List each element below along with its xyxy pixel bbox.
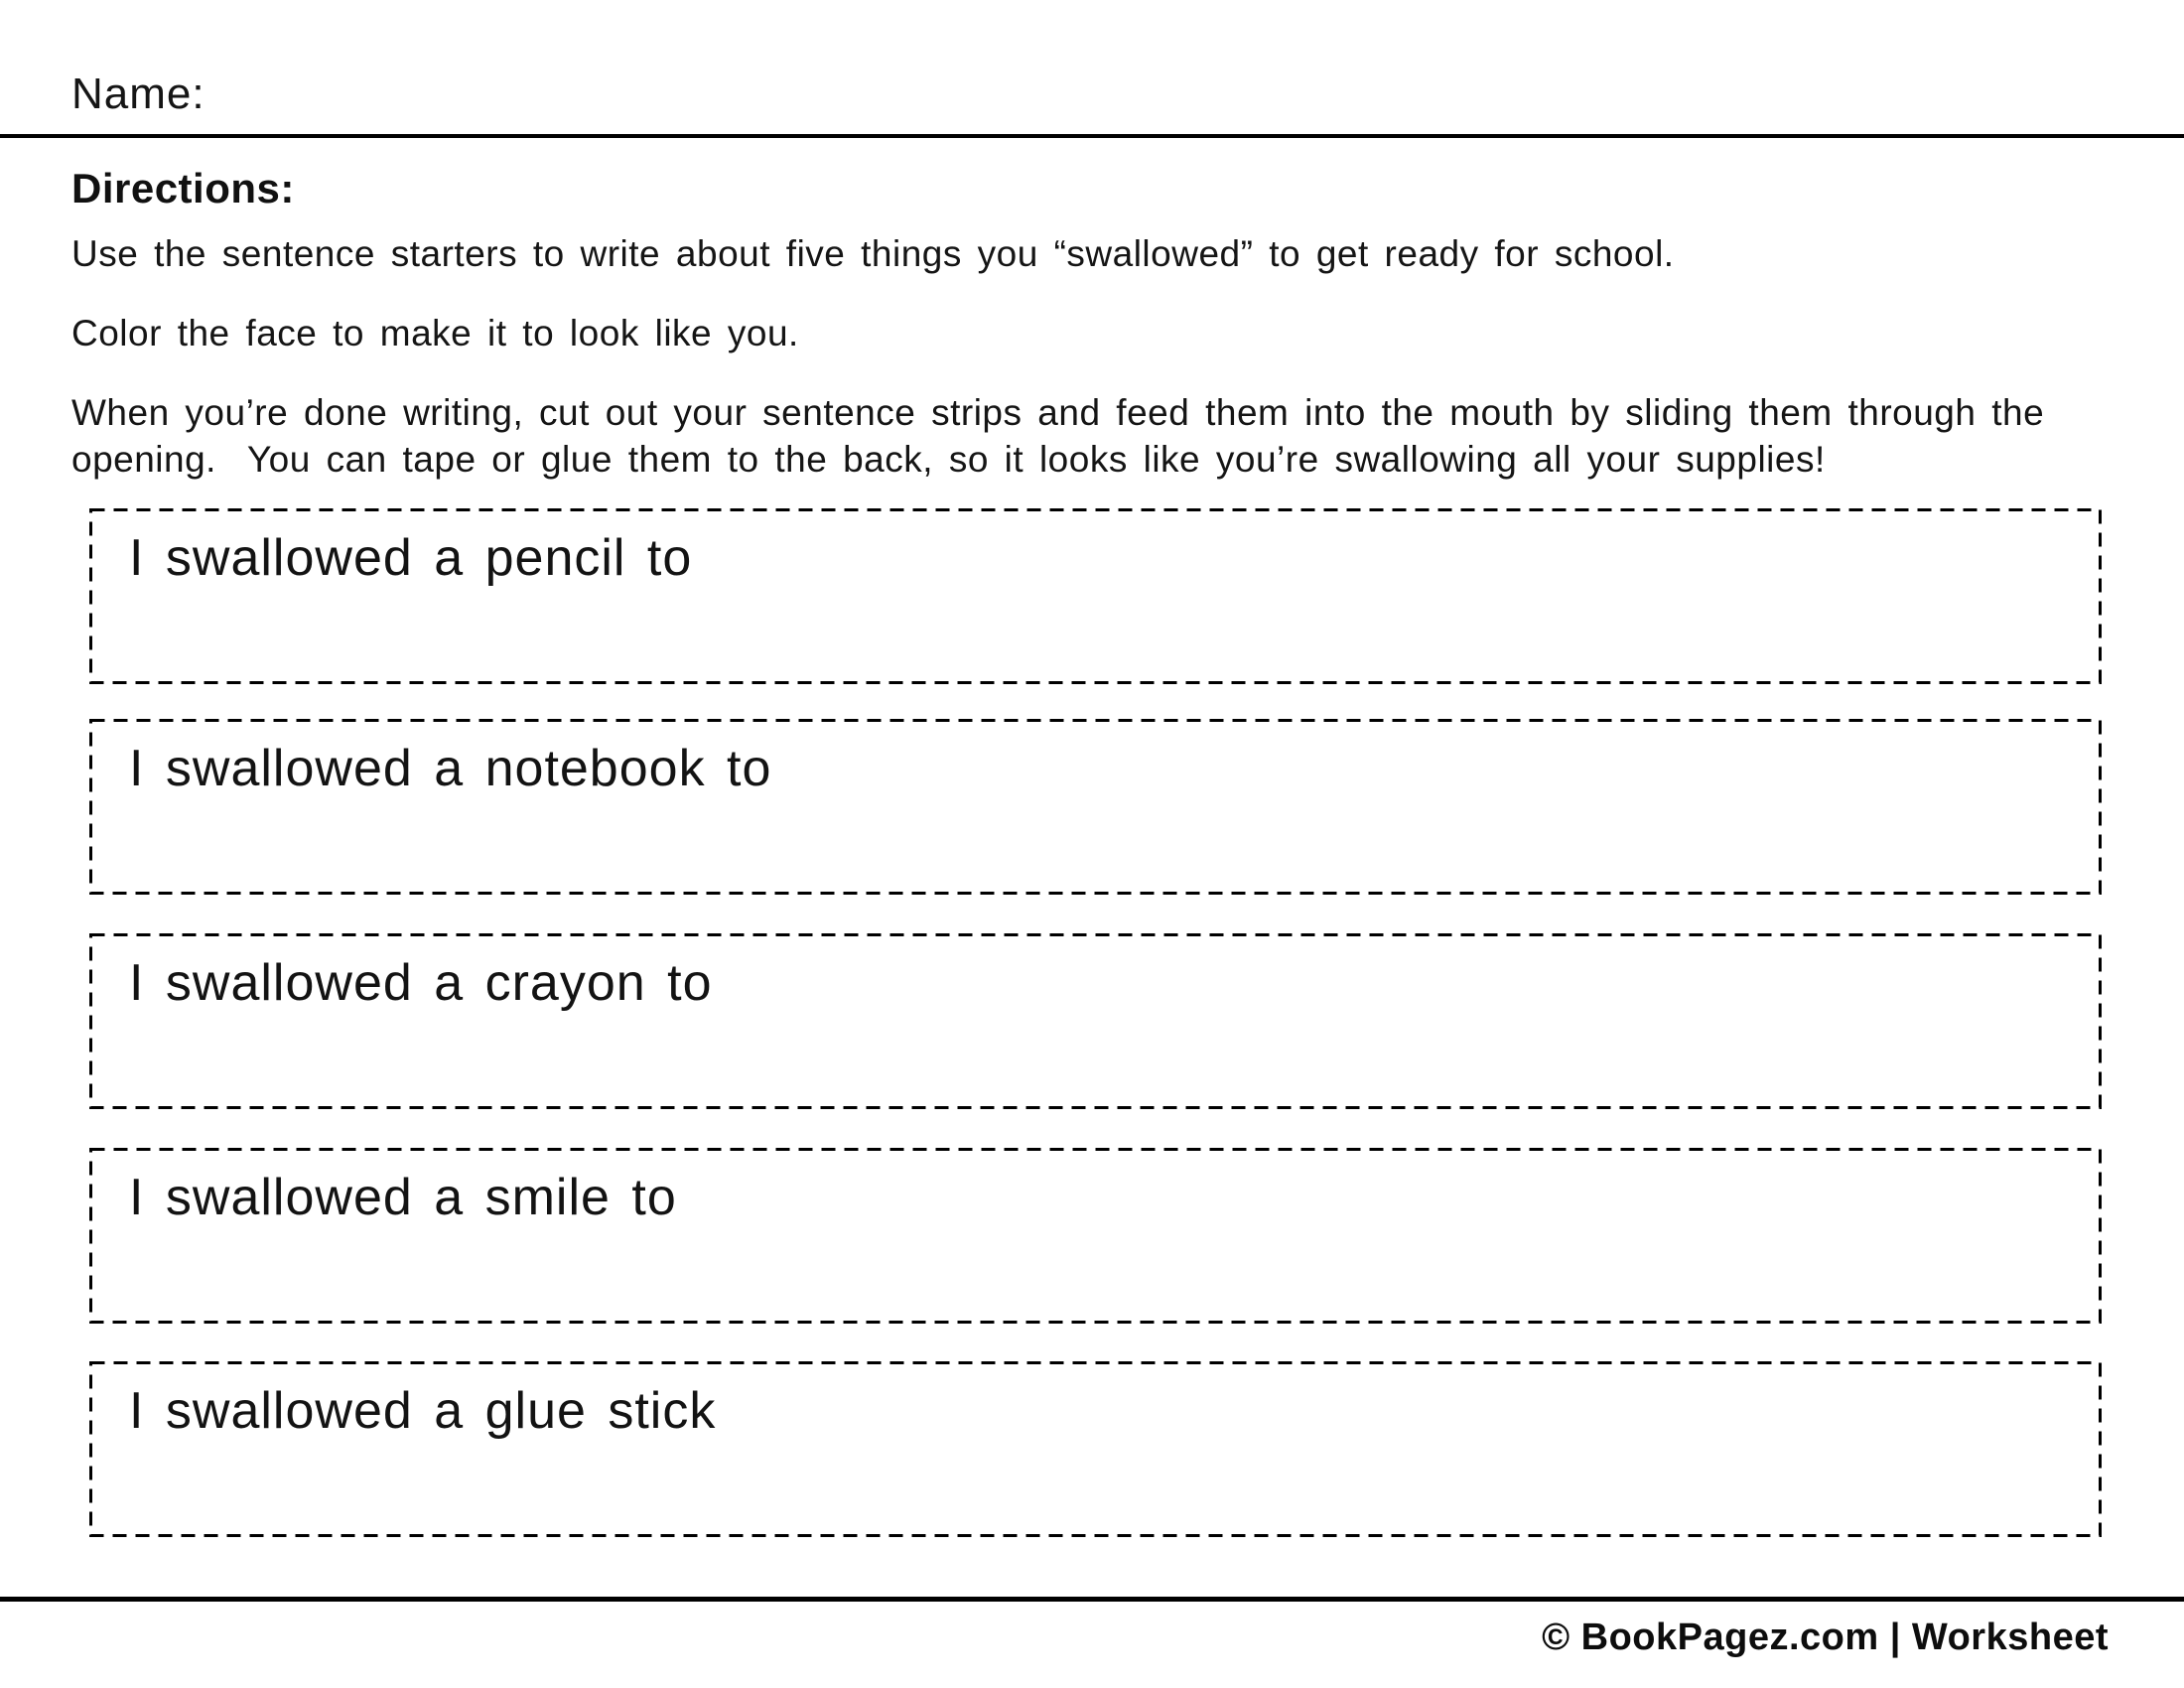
sentence-starter-text: I swallowed a glue stick	[129, 1382, 717, 1440]
directions-heading: Directions:	[71, 165, 295, 211]
name-input-area[interactable]	[218, 60, 2105, 129]
name-label: Name:	[71, 70, 205, 118]
footer-rule	[0, 1597, 2184, 1602]
sentence-strip-pencil[interactable]	[89, 508, 2102, 684]
sentence-starter-text: I swallowed a smile to	[129, 1169, 677, 1226]
sentence-strip-smile[interactable]	[89, 1148, 2102, 1324]
instruction-paragraph-2: Color the face to make it to look like you.	[71, 313, 799, 353]
name-underline-rule	[0, 134, 2184, 138]
sentence-starter-text: I swallowed a crayon to	[129, 954, 713, 1012]
footer-credit: © BookPagez.com | Worksheet	[1542, 1617, 2109, 1658]
instruction-paragraph-3: When you’re done writing, cut out your sentence strips and feed them into the mouth by sliding them through the opening. You can tape or glue them to the back, so it looks like you’re swallowing all your supplies!	[71, 392, 2060, 480]
sentence-strip-notebook[interactable]	[89, 719, 2102, 895]
sentence-strip-glue-stick[interactable]	[89, 1361, 2102, 1537]
instruction-paragraph-1: Use the sentence starters to write about five things you “swallowed” to get ready for school.	[71, 233, 1675, 274]
sentence-starter-text: I swallowed a notebook to	[129, 740, 772, 797]
sentence-strip-crayon[interactable]	[89, 933, 2102, 1109]
sentence-starter-text: I swallowed a pencil to	[129, 529, 693, 587]
